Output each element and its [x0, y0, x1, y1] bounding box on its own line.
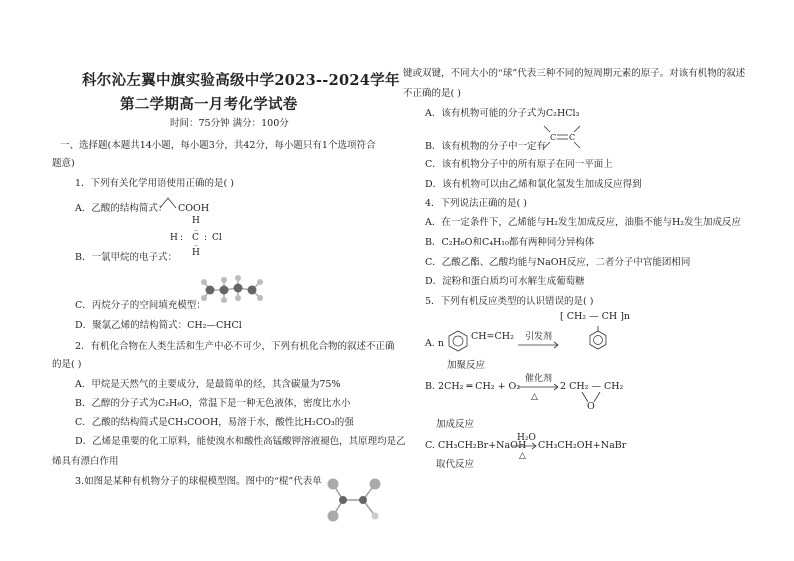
q5-option-c-heat: △	[519, 451, 526, 461]
q4-option-c: C．乙酸乙酯、乙酸均能与NaOH反应，二者分子中官能团相同	[425, 257, 691, 268]
reaction-arrow-c	[512, 442, 538, 450]
q2-option-a: A．甲烷是天然气的主要成分，是最简单的烃，其含碳量为75%	[75, 379, 341, 390]
q3-stem: 3.如图是某种有机物分子的球棍模型图。图中的“棍”代表单	[75, 476, 322, 487]
q5-option-c-equation: C. CH₃CH₂Br+NaOH	[425, 440, 527, 451]
q2-option-d-cont: 烯具有漂白作用	[52, 456, 119, 467]
reaction-arrow-a	[518, 341, 562, 349]
q5-stem: 5．下列有机反应类型的认识错误的是( )	[425, 296, 594, 307]
q3-option-b: B．该有机物的分子中一定有	[425, 141, 546, 152]
ball-stick-model-image	[325, 470, 385, 530]
q4-stem: 4．下列说法正确的是( )	[425, 198, 527, 209]
exam-title-line2: 第二学期高一月考化学试卷	[120, 96, 298, 113]
svg-text:C: C	[550, 133, 557, 142]
exam-title-line1: 科尔沁左翼中旗实验高级中学2023--2024学年	[82, 72, 400, 89]
q3-option-c: C．该有机物分子中的所有原子在同一平面上	[425, 159, 613, 170]
q5-option-a-condition: 引发剂	[525, 332, 553, 342]
reaction-arrow-b	[518, 383, 562, 391]
q4-option-b: B．C₂H₆O和C₄H₁₀都有两种同分异构体	[425, 237, 595, 248]
q1-option-b: B．一氯甲烷的电子式：	[75, 252, 177, 263]
q2-option-b: B．乙醇的分子式为C₂H₆O，常温下是一种无色液体，密度比水小	[75, 398, 351, 409]
q5-option-b-product: 2 CH₂ — CH₂	[560, 381, 624, 392]
q1-stem: 1．下列有关化学用语使用正确的是( )	[75, 178, 234, 189]
acetic-acid-skeleton	[156, 192, 196, 212]
q5-option-a-type: 加聚反应	[447, 360, 486, 371]
chloromethane-electron-formula: H ‥ H : C : Cl ‥ H	[170, 216, 222, 258]
section-intro-cont: 题意)	[52, 158, 75, 169]
q3-stem-cont: 键或双键，不同大小的“球”代表三种不同的短周期元素的原子。对该有机物的叙述	[403, 68, 746, 79]
q5-option-c-product: CH₃CH₂OH+NaBr	[538, 440, 627, 451]
q5-option-b-oxygen: O	[587, 401, 595, 412]
svg-text:C: C	[569, 133, 576, 142]
q3-option-a: A．该有机物可能的分子式为C₂HCl₃	[425, 108, 580, 119]
q5-option-b-heat: △	[531, 392, 538, 402]
q5-option-b-type: 加成反应	[436, 419, 475, 430]
double-bond-structure	[540, 122, 590, 152]
q5-option-c-type: 取代反应	[436, 459, 475, 470]
q1-option-a: A．乙酸的结构简式：	[75, 203, 168, 214]
q2-stem: 2．有机化合物在人类生活和生产中必不可少，下列有机化合物的叙述不正确	[75, 341, 395, 352]
section-intro: 一、选择题(本题共14小题，每小题3分，共42分，每小题只有1个选项符合	[60, 140, 376, 151]
q1-option-d: D．聚氯乙烯的结构简式：CH₂—CHCl	[75, 320, 242, 331]
q2-option-c: C．乙酸的结构简式是CH₃COOH，易溶于水，酸性比H₂CO₃的强	[75, 417, 354, 428]
q4-option-d: D．淀粉和蛋白质均可水解生成葡萄糖	[425, 276, 585, 287]
propane-model-image	[198, 270, 268, 310]
exam-info: 时间：75分钟 满分：100分	[170, 118, 289, 129]
q2-stem-cont: 的是( )	[52, 359, 82, 370]
q5-option-b-equation: B. 2CH₂ ═ CH₂ + O₂	[425, 381, 521, 392]
q5-option-c-condition: H₂O	[517, 433, 536, 443]
q2-option-d: D．乙烯是重要的化工原料，能使溴水和酸性高锰酸钾溶液褪色，其原理均是乙	[75, 436, 406, 447]
q4-option-a: A．在一定条件下，乙烯能与H₂发生加成反应，油脂不能与H₂发生加成反应	[425, 217, 742, 228]
q1-option-c: C．丙烷分子的空间填充模型：	[75, 300, 206, 311]
q5-option-a-prefix: A. n	[425, 338, 445, 349]
q5-option-a-reagent: CH=CH₂	[471, 331, 514, 342]
q3-option-d: D．该有机物可以由乙烯和氯化氢发生加成反应得到	[425, 179, 642, 190]
benzene-ring-icon	[447, 330, 469, 352]
benzene-ring-icon	[587, 326, 609, 350]
q5-option-b-condition: 催化剂	[525, 374, 553, 384]
q5-option-a-product: [ CH₂ — CH ]n	[560, 311, 631, 322]
q1-option-a-formula: COOH	[178, 203, 210, 214]
q3-stem-cont2: 不正确的是( )	[403, 88, 461, 99]
